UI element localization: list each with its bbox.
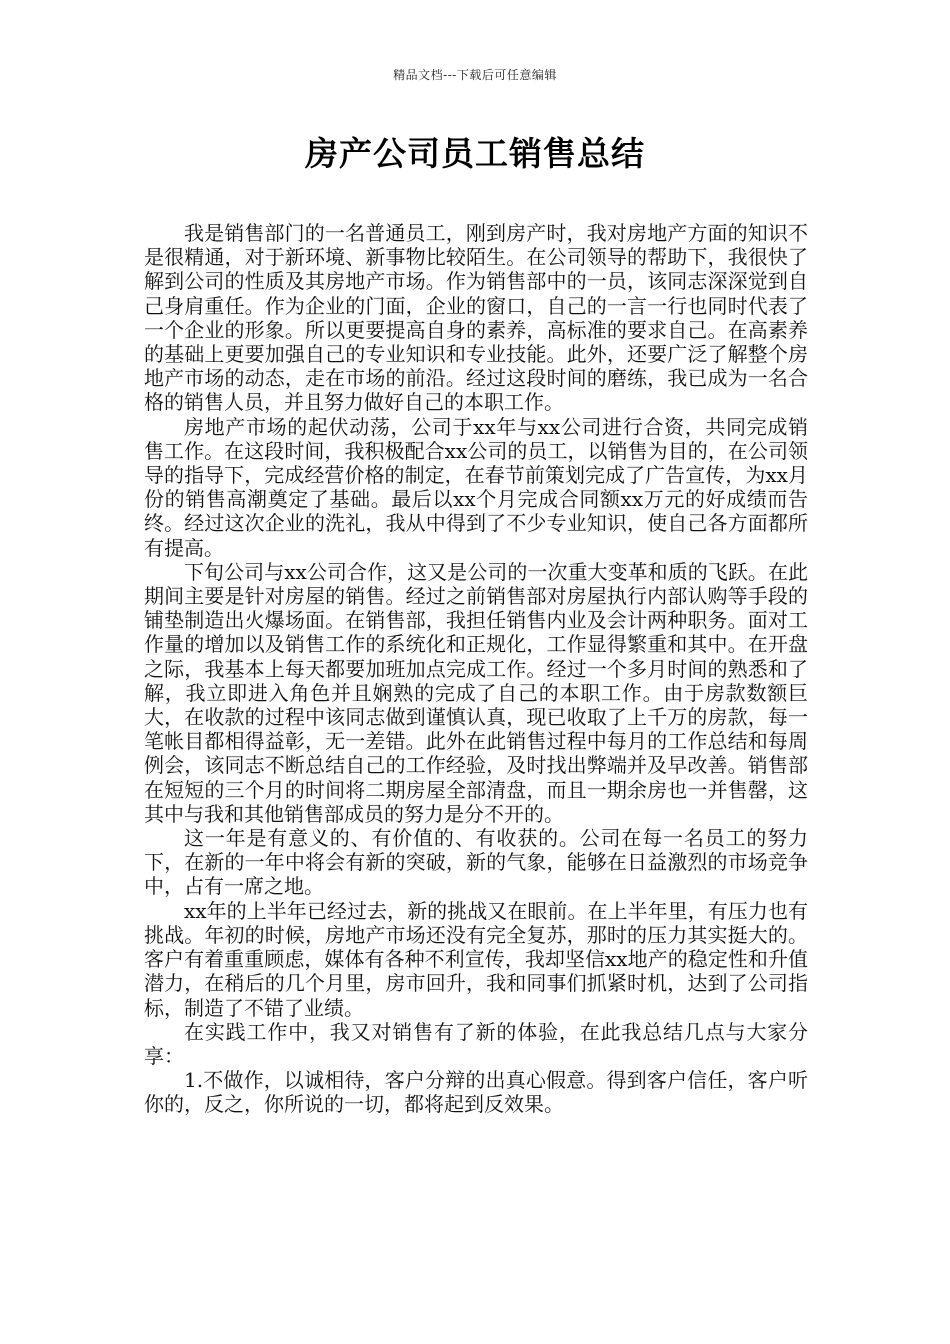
paragraph-4: 这一年是有意义的、有价值的、有收获的。公司在每一名员工的努力下，在新的一年中将会有新的突破，新的气象，能够在日益激烈的市场竞争中，占有一席之地。: [144, 826, 808, 899]
paragraph-5: xx年的上半年已经过去，新的挑战又在眼前。在上半年里，有压力也有挑战。年初的时候，房地产市场还没有完全复苏，那时的压力其实挺大的。客户有着重重顾虑，媒体有各种不利宣传，我却坚信xx地产的稳定性和升值潜力，在稍后的几个月里，房市回升，我和同事们抓紧时机，达到了公司指标，制造了不错了业绩。: [144, 898, 808, 1020]
paragraph-7: 1.不做作，以诚相待，客户分辩的出真心假意。得到客户信任，客户听你的，反之，你所说的一切，都将起到反效果。: [144, 1068, 808, 1117]
paragraph-1: 我是销售部门的一名普通员工，刚到房产时，我对房地产方面的知识不是很精通，对于新环境、新事物比较陌生。在公司领导的帮助下，我很快了解到公司的性质及其房地产市场。作为销售部中的一员，该同志深深觉到自己身肩重任。作为企业的门面，企业的窗口，自己的一言一行也同时代表了一个企业的形象。所以更要提高自身的素养，高标准的要求自己。在高素养的基础上更要加强自己的专业知识和专业技能。此外，还要广泛了解整个房地产市场的动态，走在市场的前沿。经过这段时间的磨练，我已成为一名合格的销售人员，并且努力做好自己的本职工作。: [144, 221, 808, 415]
header-note: 精品文档---下载后可任意编辑: [393, 68, 557, 82]
paragraph-2: 房地产市场的起伏动荡，公司于xx年与xx公司进行合资，共同完成销售工作。在这段时间，我积极配合xx公司的员工，以销售为目的，在公司领导的指导下，完成经营价格的制定，在春节前策划完成了广告宣传，为xx月份的销售高潮奠定了基础。最后以xx个月完成合同额xx万元的好成绩而告终。经过这次企业的洗礼，我从中得到了不少专业知识，使自己各方面都所有提高。: [144, 414, 808, 560]
document-body: [144, 221, 808, 1117]
document-title: 房产公司员工销售总结: [305, 134, 645, 173]
paragraph-6: 在实践工作中，我又对销售有了新的体验，在此我总结几点与大家分享：: [144, 1019, 808, 1068]
paragraph-3: 下旬公司与xx公司合作，这又是公司的一次重大变革和质的飞跃。在此期间主要是针对房屋的销售。经过之前销售部对房屋执行内部认购等手段的铺垫制造出火爆场面。在销售部，我担任销售内业及会计两种职务。面对工作量的增加以及销售工作的系统化和正规化，工作显得繁重和其中。在开盘之际，我基本上每天都要加班加点完成工作。经过一个多月时间的熟悉和了解，我立即进入角色并且娴熟的完成了自己的本职工作。由于房款数额巨大，在收款的过程中该同志做到谨慎认真，现已收取了上千万的房款，每一笔帐目都相得益彰，无一差错。此外在此销售过程中每月的工作总结和每周例会，该同志不断总结自己的工作经验，及时找出弊端并及早改善。销售部在短短的三个月的时间将二期房屋全部清盘，而且一期余房也一并售罄，这其中与我和其他销售部成员的努力是分不开的。: [144, 559, 808, 826]
